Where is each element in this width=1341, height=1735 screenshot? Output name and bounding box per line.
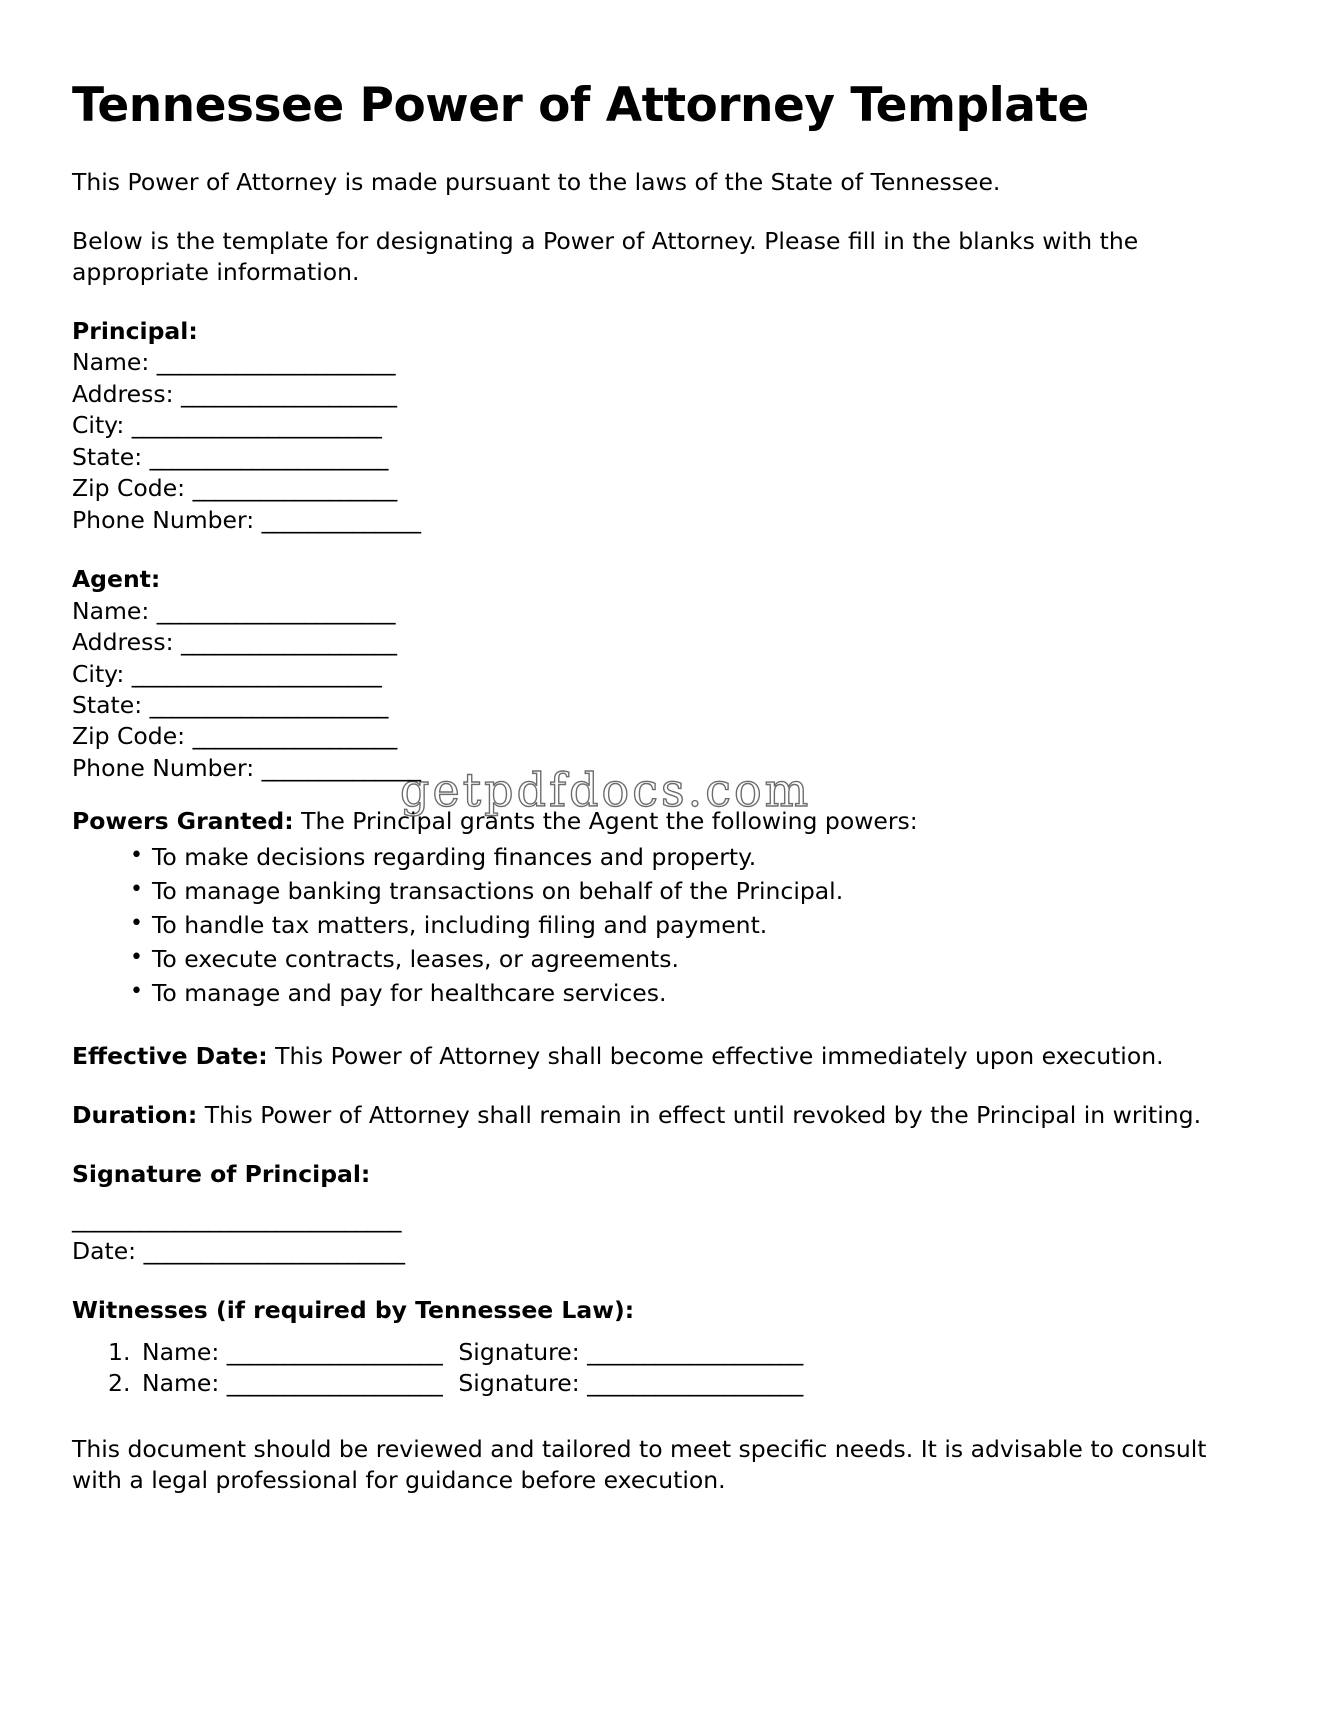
duration-heading: Duration: bbox=[72, 1100, 198, 1129]
agent-field-state bbox=[72, 690, 1252, 721]
powers-granted-paragraph bbox=[72, 806, 1252, 837]
agent-heading: Agent: bbox=[72, 565, 161, 594]
principal-phone-blank[interactable]: ______________ bbox=[261, 505, 421, 534]
page-title: Tennessee Power of Attorney Template bbox=[72, 78, 1089, 133]
witness-2-signature-blank[interactable]: ___________________ bbox=[587, 1369, 803, 1398]
agent-field-address bbox=[72, 627, 1252, 658]
duration-paragraph bbox=[72, 1100, 1252, 1131]
watermark-text: getpdfdocs.com bbox=[400, 763, 812, 817]
witness-2-name-blank[interactable]: ___________________ bbox=[226, 1369, 443, 1398]
witnesses-heading: Witnesses (if required by Tennessee Law): bbox=[72, 1296, 635, 1325]
agent-address-blank[interactable]: ___________________ bbox=[180, 628, 397, 657]
agent-state-blank[interactable]: _____________________ bbox=[149, 691, 388, 719]
signature-date-label: Date: bbox=[72, 1236, 144, 1265]
signature-date-blank[interactable]: _______________________ bbox=[143, 1236, 405, 1265]
principal-field-name bbox=[72, 347, 1252, 378]
signature-date-row bbox=[72, 1236, 1252, 1267]
principal-field-zip bbox=[72, 473, 1252, 504]
agent-phone-blank[interactable]: ______________ bbox=[261, 753, 421, 782]
principal-heading: Principal: bbox=[72, 316, 198, 345]
principal-phone-label: Phone Number: bbox=[72, 505, 262, 534]
agent-address-label: Address: bbox=[72, 628, 181, 657]
principal-name-blank[interactable]: _____________________ bbox=[156, 348, 396, 377]
powers-granted-heading: Powers Granted: bbox=[72, 807, 294, 836]
agent-name-blank[interactable]: _____________________ bbox=[156, 596, 396, 625]
list-item: • To execute contracts, leases, or agreements. bbox=[130, 945, 1252, 974]
signature-line-blank[interactable]: _____________________________ bbox=[72, 1205, 402, 1234]
agent-field-name bbox=[72, 596, 1252, 627]
principal-zip-blank[interactable]: __________________ bbox=[192, 474, 397, 503]
agent-city-blank[interactable]: ______________________ bbox=[131, 659, 382, 688]
principal-state-blank[interactable]: _____________________ bbox=[149, 442, 388, 471]
principal-address-blank[interactable]: ___________________ bbox=[180, 379, 397, 408]
witness-1-signature-blank[interactable]: ___________________ bbox=[587, 1337, 803, 1366]
list-item: • To manage and pay for healthcare services. bbox=[130, 979, 1252, 1008]
witness-1-name-label: Name: bbox=[142, 1337, 227, 1366]
principal-name-label: Name: bbox=[72, 348, 157, 377]
agent-city-label: City: bbox=[72, 659, 132, 688]
principal-zip-label: Zip Code: bbox=[72, 474, 193, 503]
effective-date-heading: Effective Date: bbox=[72, 1041, 268, 1070]
list-item: • To manage banking transactions on behalf of the Principal. bbox=[130, 877, 1252, 906]
witness-1-signature-label: Signature: bbox=[458, 1337, 588, 1366]
witness-2-name-label: Name: bbox=[142, 1369, 227, 1398]
agent-field-zip bbox=[72, 721, 1252, 752]
witness-2-signature-label: Signature: bbox=[458, 1369, 588, 1398]
duration-body: This Power of Attorney shall remain in effect until revoked by the Principal in writing. bbox=[197, 1100, 1202, 1129]
principal-city-label: City: bbox=[72, 411, 132, 440]
intro-paragraph-2: Below is the template for designating a Power of Attorney. Please fill in the blanks with the appropriate information. bbox=[72, 226, 1139, 286]
principal-city-blank[interactable]: ______________________ bbox=[131, 411, 382, 440]
effective-date-body: This Power of Attorney shall become effective immediately upon execution. bbox=[267, 1041, 1164, 1070]
intro-paragraph-1: This Power of Attorney is made pursuant to the laws of the State of Tennessee. bbox=[72, 167, 1001, 196]
agent-field-city bbox=[72, 659, 1252, 690]
principal-field-city bbox=[72, 410, 1252, 441]
witness-row-2 bbox=[108, 1368, 1252, 1399]
principal-state-label: State: bbox=[72, 442, 150, 471]
principal-address-label: Address: bbox=[72, 379, 181, 408]
list-item: • To handle tax matters, including filing and payment. bbox=[130, 911, 1252, 940]
witnesses-list bbox=[72, 1337, 1252, 1400]
agent-zip-blank[interactable]: __________________ bbox=[192, 722, 397, 751]
effective-date-paragraph bbox=[72, 1041, 1252, 1072]
agent-state-label: State: bbox=[72, 691, 150, 719]
agent-phone-label: Phone Number: bbox=[72, 753, 262, 782]
agent-name-label: Name: bbox=[72, 596, 157, 625]
principal-field-phone bbox=[72, 505, 1252, 536]
document-body bbox=[72, 80, 1252, 1496]
list-item: • To make decisions regarding finances and property. bbox=[130, 843, 1252, 872]
witness-1-name-blank[interactable]: ___________________ bbox=[226, 1337, 443, 1366]
powers-list bbox=[72, 843, 1252, 1007]
powers-granted-lead: The Principal grants the Agent the following powers: bbox=[293, 807, 918, 836]
witness-row-1 bbox=[108, 1337, 1252, 1368]
principal-field-state bbox=[72, 442, 1252, 473]
closing-paragraph: This document should be reviewed and tailored to meet specific needs. It is advisable to consult with a legal professional for guidance before execution. bbox=[72, 1434, 1207, 1494]
signature-of-principal-heading: Signature of Principal: bbox=[72, 1159, 371, 1188]
agent-field-phone bbox=[72, 753, 1252, 784]
agent-zip-label: Zip Code: bbox=[72, 722, 193, 751]
principal-field-address bbox=[72, 379, 1252, 410]
